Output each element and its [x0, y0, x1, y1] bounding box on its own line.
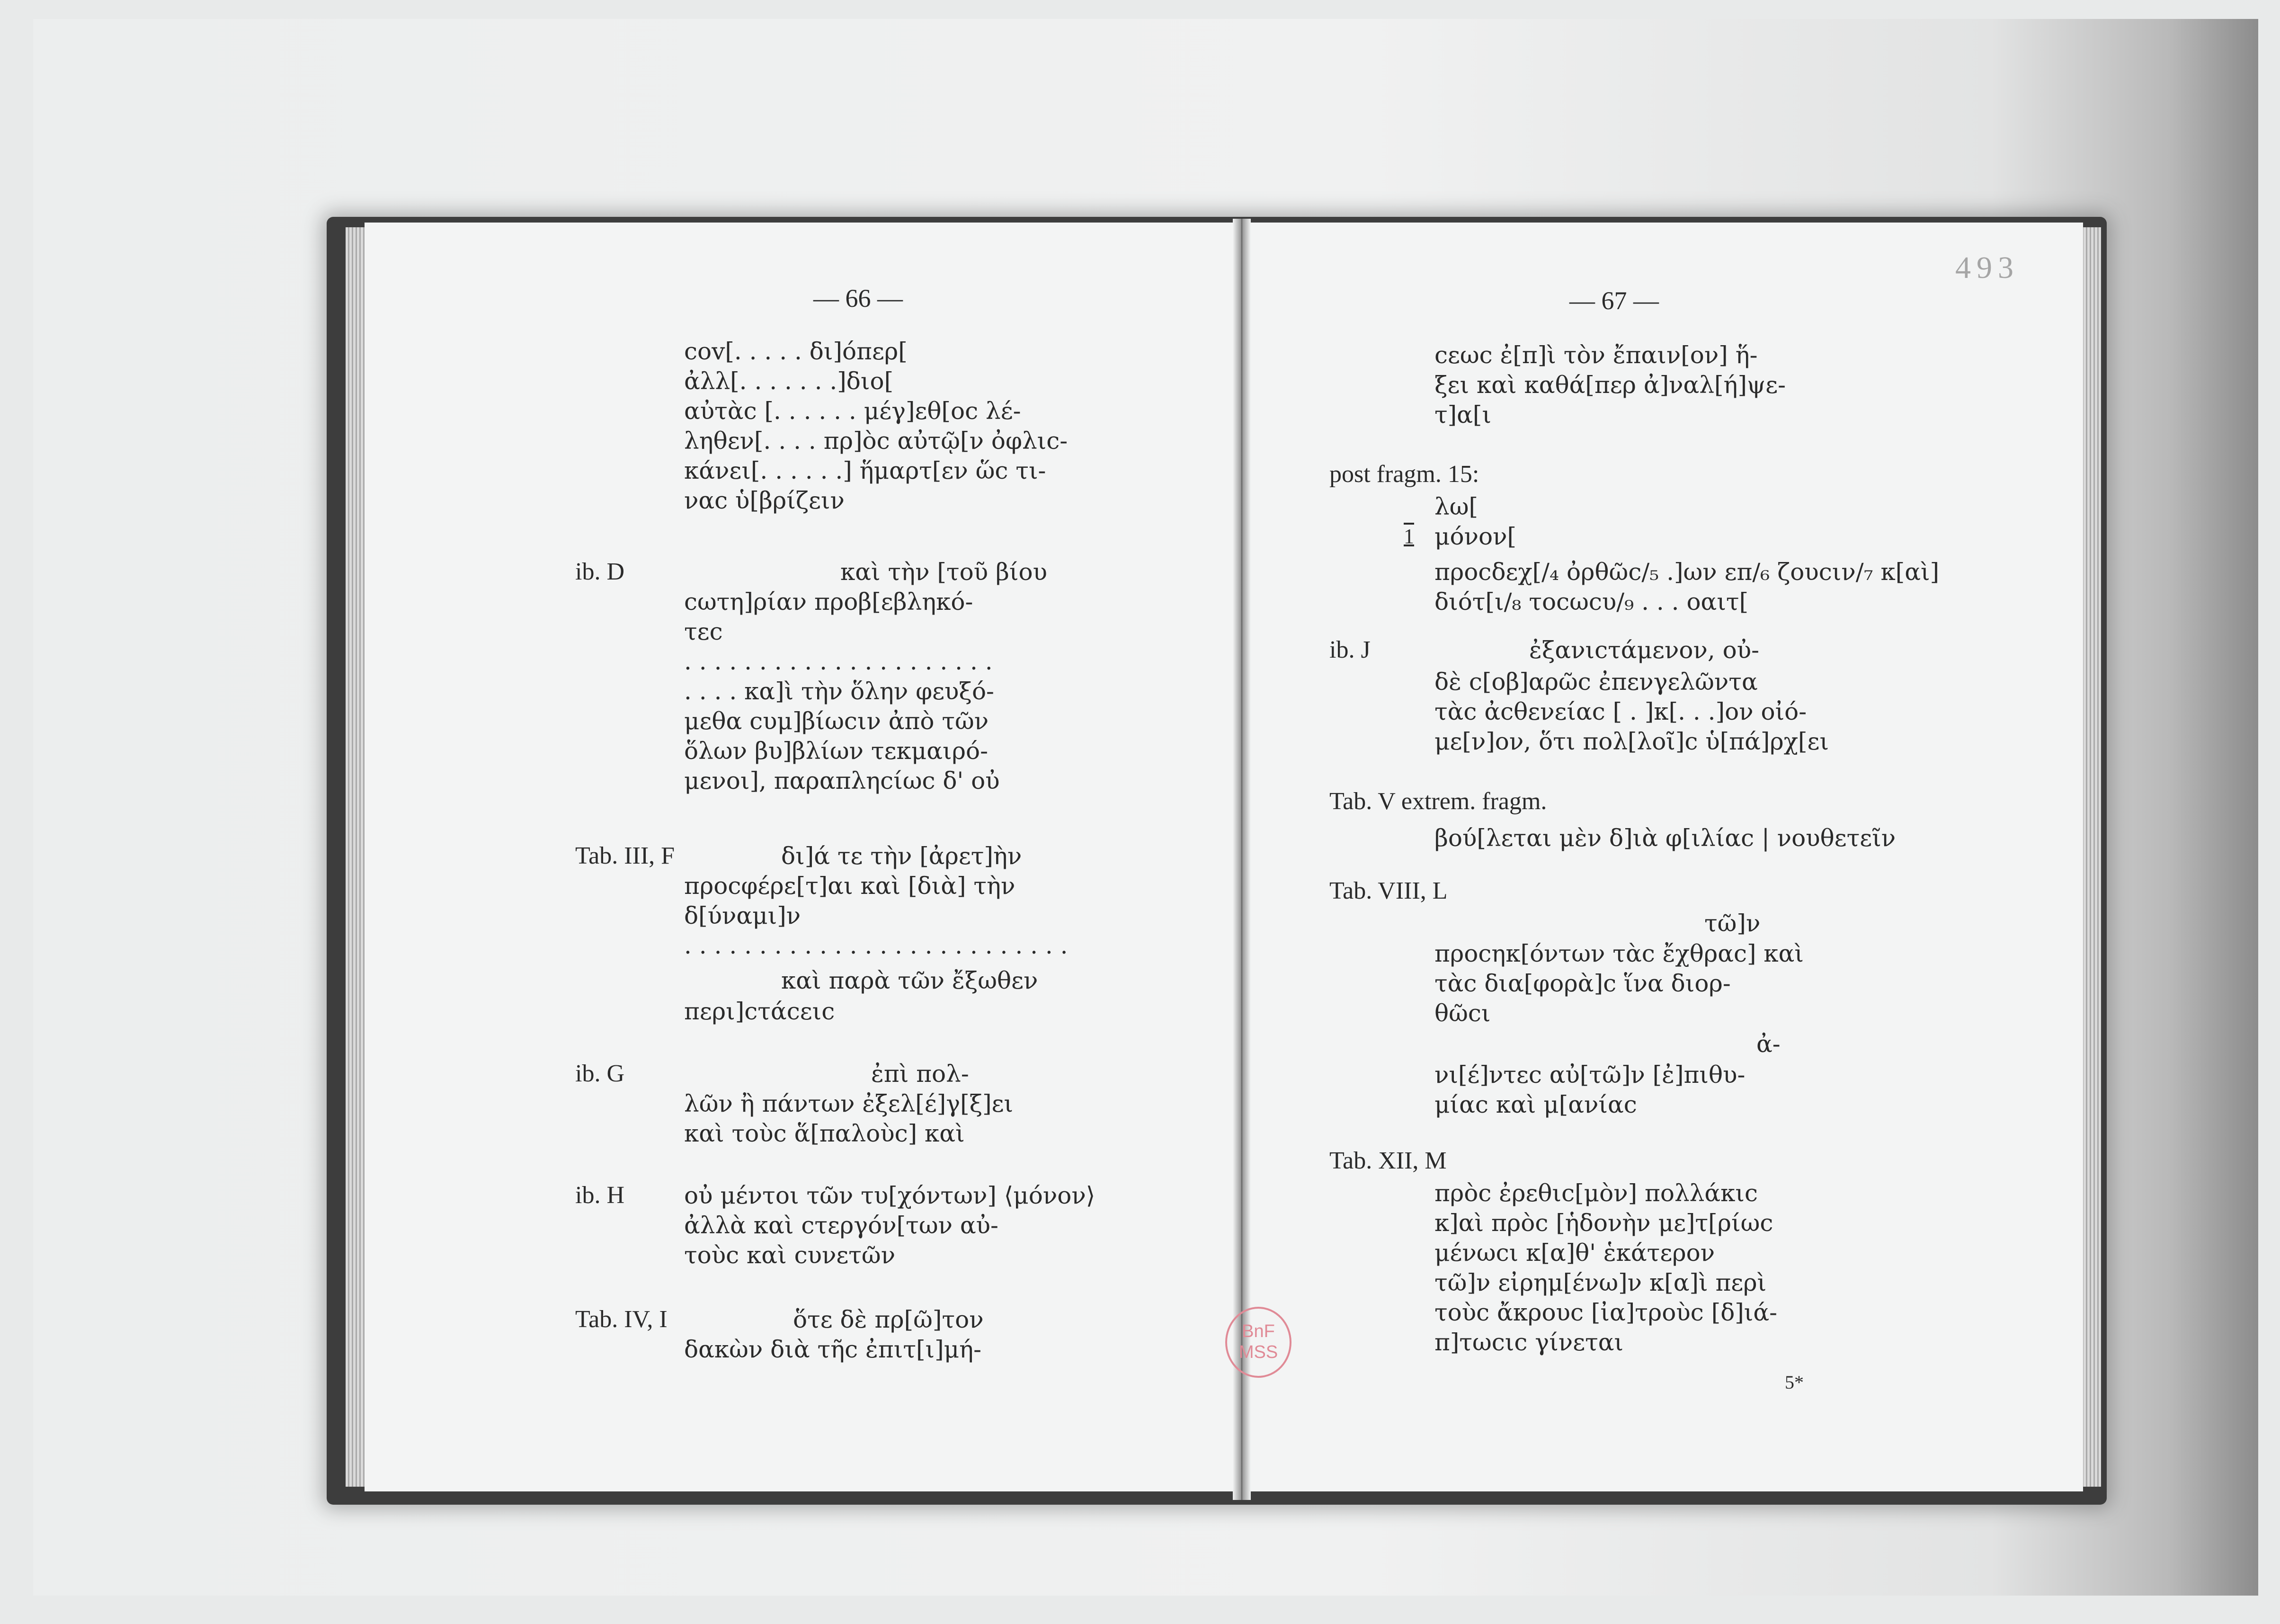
text-line: ὅτε δὲ πρ[ῶ]τον — [793, 1306, 984, 1333]
text-line: cov[. . . . . δι]όπερ[ — [684, 338, 908, 365]
text-line: πρὸc ἐρεθιc[μὸν] πολλάκιc — [1434, 1179, 1758, 1207]
folio-number: 493 — [1955, 250, 2019, 285]
fragment-label: Tab. III, F — [575, 842, 675, 869]
text-line: δ[ύναμι]ν — [684, 902, 801, 929]
fragment-label: ib. D — [575, 558, 624, 585]
text-line: μενοι], παραπληcίωc δ' οὐ — [684, 767, 1000, 794]
text-line: ναc ὑ[βρίζειν — [684, 487, 845, 514]
stamp-line: MSS — [1238, 1342, 1278, 1362]
text-line: δὲ c[οβ]αρῶc ἐπενγελῶντα — [1434, 668, 1758, 696]
fragment-label: Tab. XII, M — [1329, 1147, 1447, 1174]
text-line: ἀλλ[. . . . . . .]διο[ — [684, 367, 894, 395]
text-line: προcδεχ[/₄ ὀρθῶc/₅ .]ων επ/₆ ζουcιν/₇ κ[αὶ] — [1434, 558, 1940, 586]
fragment-label: Tab. VIII, L — [1329, 877, 1448, 904]
text-line: τῶ]ν εἰρημ[ένω]ν κ[α]ὶ περὶ — [1434, 1269, 1767, 1296]
text-line: . . . . κα]ὶ τὴν ὅλην φευξό- — [684, 678, 994, 705]
text-line: θῶcι — [1434, 999, 1491, 1027]
fragment-label: ib. J — [1329, 636, 1371, 663]
text-line: κάνει[. . . . . .] ἥμαρτ[εν ὥc τι- — [684, 457, 1046, 484]
library-stamp — [1225, 1307, 1291, 1378]
text-line: νι[έ]ντεc αὐ[τῶ]ν [ἐ]πιθυ- — [1434, 1061, 1746, 1089]
text-line: . . . . . . . . . . . . . . . . . . . . . — [684, 648, 993, 675]
text-line: δακὼν διὰ τῆc ἐπιτ[ι]μή- — [684, 1336, 981, 1363]
text-line: τὰc ἀcθενείαc [ . ]κ[. . .]ον οἰό- — [1434, 698, 1807, 725]
text-line: ἐπὶ πολ- — [871, 1060, 969, 1088]
text-line: . . . . . . . . . . . . . . . . . . . . . . . . . . — [684, 932, 1068, 959]
text-line: βού[λεται μὲν δ]ιὰ φ[ιλίαc | νουθετεῖν — [1434, 824, 1896, 852]
text-line: κ]αὶ πρὸc [ἡδονὴν με]τ[ρίωc — [1434, 1209, 1773, 1237]
text-line: τὰc δια[φορὰ]c ἵνα διορ- — [1434, 970, 1731, 997]
text-line: διότ[ι/₈ τοcωcυ/₉ . . . οαιτ[ — [1434, 588, 1749, 616]
fragment-label: Tab. V extrem. fragm. — [1329, 788, 1547, 815]
text-line: μίαc καὶ μ[ανίαc — [1434, 1091, 1637, 1118]
line-numeral: 1 — [1404, 525, 1414, 548]
stamp-line: BnF — [1242, 1321, 1275, 1341]
text-line: καὶ τοὺc ἅ[παλοὺc] καὶ — [684, 1120, 965, 1147]
text-line: τῶ]ν — [1704, 910, 1761, 937]
text-line: π]τωcιc γίνεται — [1434, 1329, 1624, 1356]
text-line: ἀλλὰ καὶ cτεργόν[των αὐ- — [684, 1212, 998, 1239]
text-line: αὐτὰc [. . . . . . μέγ]εθ[οc λέ- — [684, 397, 1021, 425]
text-line: ληθεν[. . . . πρ]ὸc αὐτῷ[ν ὀφλιc- — [684, 427, 1068, 455]
text-line: οὐ μέντοι τῶν τυ[χόντων] ⟨μόνον⟩ — [684, 1182, 1095, 1209]
text-line: με[ν]ον, ὅτι πολ[λοῖ]c ὑ[πά]ρχ[ει — [1434, 728, 1829, 755]
text-line: τ]α[ι — [1434, 401, 1492, 428]
text-line: μόνον[ — [1434, 523, 1516, 550]
text-line: καὶ παρὰ τῶν ἔξωθεν — [781, 967, 1038, 994]
text-line: ἀ- — [1756, 1030, 1781, 1058]
text-line: cεωc ἐ[π]ὶ τὸν ἔπαιν[ον] ἥ- — [1434, 341, 1758, 369]
text-line: ξει καὶ καθά[περ ἀ]ναλ[ή]ψε- — [1434, 371, 1786, 399]
fragment-label: ib. H — [575, 1182, 624, 1209]
text-line: τεc — [684, 618, 723, 645]
text-line: cωτη]ρίαν προβ[εβληκό- — [684, 588, 973, 616]
text-line: λῶν ἢ πάντων ἐξελ[έ]γ[ξ]ει — [684, 1090, 1014, 1117]
text-line: προcηκ[όντων τὰc ἔχθραc] καὶ — [1434, 940, 1804, 967]
text-line: καὶ τὴν [τοῦ βίου — [840, 558, 1047, 586]
text-line: ὅλων βυ]βλίων τεκμαιρό- — [684, 737, 988, 765]
text-line: προcφέρε[τ]αι καὶ [διὰ] τὴν — [684, 872, 1015, 900]
text-line: ἐξανιcτάμενον, οὐ- — [1529, 636, 1760, 664]
fragment-label: ib. G — [575, 1060, 624, 1087]
fragment-label: post fragm. 15: — [1329, 461, 1479, 488]
text-line: μένωcι κ[α]θ' ἑκάτερον — [1434, 1239, 1715, 1267]
text-line: δι]ά τε τὴν [ἀρετ]ὴν — [781, 842, 1022, 870]
text-line: μεθα cυμ]βίωcιν ἀπὸ τῶν — [684, 707, 989, 735]
signature-mark: 5* — [1785, 1372, 1804, 1393]
text-line: λω[ — [1434, 493, 1478, 520]
book-gutter — [1233, 219, 1251, 1500]
fragment-label: Tab. IV, I — [575, 1306, 668, 1333]
text-line: τοὺc καὶ cυνετῶν — [684, 1241, 896, 1269]
page-number-right: — 67 — — [1569, 286, 1659, 315]
page-number-left: — 66 — — [813, 284, 903, 312]
text-line: τοὺc ἄκρουc [ἰα]τροὺc [δ]ιά- — [1434, 1299, 1778, 1326]
text-line: περι]cτάcειc — [684, 998, 835, 1025]
